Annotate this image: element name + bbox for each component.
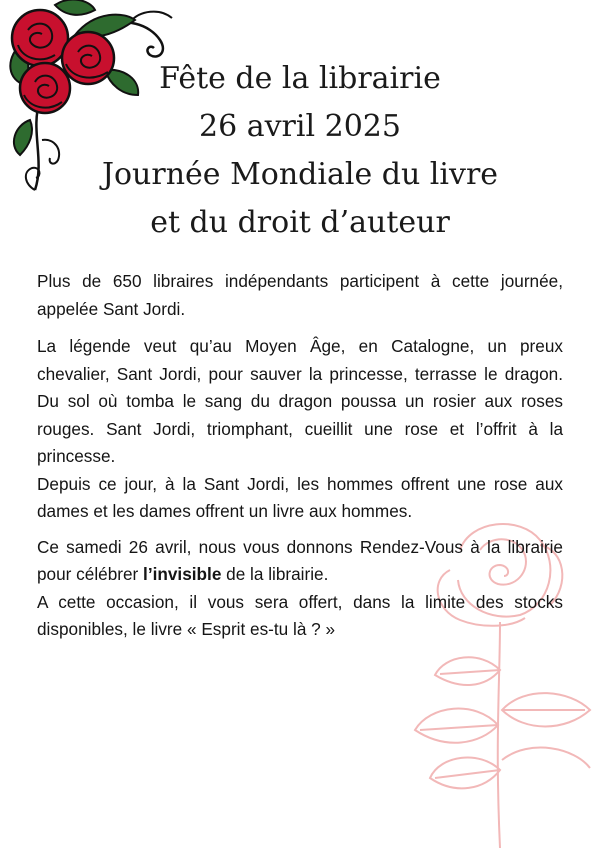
title-line-event: Fête de la librairie bbox=[159, 61, 441, 96]
invisible-emphasis: l’invisible bbox=[143, 564, 222, 584]
title-line-world-day: Journée Mondiale du livre bbox=[101, 157, 499, 192]
invitation-text: Ce samedi 26 avril, nous vous donnons Rendez-Vous à la librairie pour célébrer bbox=[37, 536, 563, 584]
paragraph-tradition: Depuis ce jour, à la Sant Jordi, les hommes offrent une rose aux dames et les dames offrent un livre aux hommes. bbox=[37, 473, 563, 521]
invitation-text-end: de la librairie. bbox=[221, 564, 329, 584]
paragraph-intro: Plus de 650 libraires indépendants participent à cette journée, appelée Sant Jordi. bbox=[37, 271, 563, 319]
body-text bbox=[37, 268, 563, 644]
title-line-date: 26 avril 2025 bbox=[199, 109, 401, 144]
paragraph-invitation bbox=[37, 534, 563, 589]
title-line-copyright: et du droit d’auteur bbox=[150, 205, 450, 240]
page-title bbox=[70, 55, 530, 247]
paragraph-legend: La légende veut qu’au Moyen Âge, en Catalogne, un preux chevalier, Sant Jordi, pour sauver la princesse, terrasse le dragon. Du sol où tomba le sang du dragon poussa un rosier aux roses rouges. Sant Jordi, triomphant, cueillit une rose et l’offrit à la princesse. bbox=[37, 336, 563, 466]
paragraph-gift: A cette occasion, il vous sera offert, dans la limite des stocks disponibles, le livre « Esprit es-tu là ? » bbox=[37, 591, 563, 639]
